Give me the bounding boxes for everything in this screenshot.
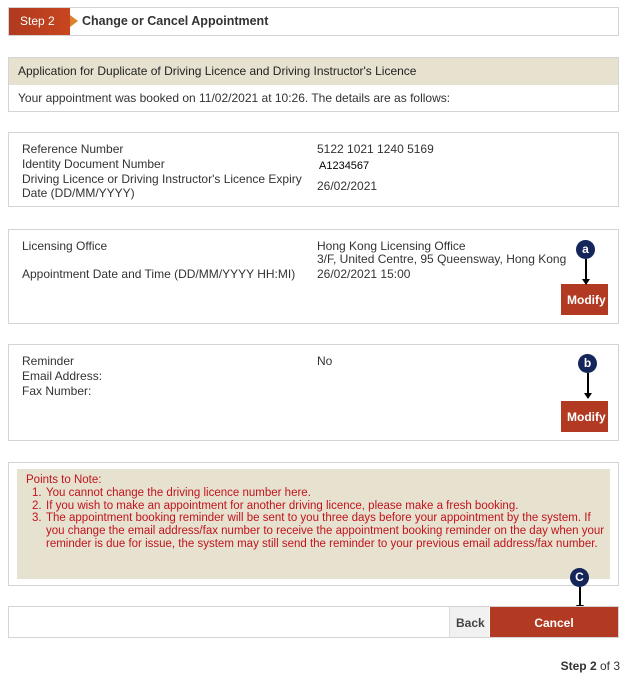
identity-document-label: Identity Document Number — [22, 157, 165, 171]
step-counter-prefix: Step — [560, 659, 587, 673]
callout-line-c — [579, 587, 581, 607]
note-item — [32, 512, 607, 550]
office-details-panel — [8, 229, 619, 324]
identity-document-value: A1234567 — [319, 160, 370, 172]
callout-marker-a: a — [576, 240, 595, 259]
reference-number-label: Reference Number — [22, 142, 124, 156]
points-to-note-box — [17, 469, 610, 579]
note-item — [32, 487, 607, 500]
note-number: 1. — [32, 487, 42, 499]
step-counter-suffix: of 3 — [599, 659, 620, 673]
appointment-datetime-label: Appointment Date and Time (DD/MM/YYYY HH:MI) — [22, 267, 296, 281]
callout-arrowhead-b — [584, 393, 592, 399]
appointment-datetime-value: 26/02/2021 15:00 — [317, 267, 411, 281]
back-button[interactable]: Back — [449, 607, 489, 637]
cancel-appointment-button[interactable]: Cancel Appointment — [490, 607, 618, 637]
expiry-label-line2: Date (DD/MM/YYYY) — [22, 186, 135, 200]
points-to-note-heading: Points to Note: — [26, 474, 102, 486]
callout-line-a — [585, 259, 587, 280]
fax-number-label: Fax Number: — [22, 384, 92, 398]
expiry-date-value: 26/02/2021 — [317, 179, 378, 193]
step-counter-current: 2 — [589, 659, 597, 673]
modify-reminder-button[interactable]: Modify — [561, 401, 608, 432]
note-text: The appointment booking reminder will be sent to you three days before your appointment by the system. If you change the email address/fax number to receive the appointment booking reminder on the day when your reminder is due for issue, the system may still send the reminder to your previous email address/fax number. — [46, 512, 605, 550]
note-text: You cannot change the driving licence number here. — [46, 487, 311, 499]
reminder-details-panel — [8, 344, 619, 441]
callout-arrowhead-a — [582, 279, 590, 285]
expiry-label-line1: Driving Licence or Driving Instructor's Licence Expiry — [22, 172, 302, 186]
reference-details-panel — [8, 132, 619, 207]
note-number: 3. — [32, 512, 42, 525]
licensing-office-label: Licensing Office — [22, 239, 108, 253]
reference-number-value: 5122 1021 1240 5169 — [317, 142, 434, 156]
licensing-office-address: 3/F, United Centre, 95 Queensway, Hong Kong — [317, 252, 567, 266]
points-to-note-list — [32, 487, 607, 551]
step-counter — [561, 659, 620, 673]
note-text: If you wish to make an appointment for another driving licence, please make a fresh booking. — [46, 499, 519, 512]
step-header — [8, 7, 619, 36]
modify-appointment-button[interactable]: Modify — [561, 284, 608, 315]
application-panel — [8, 57, 619, 112]
note-item — [32, 500, 607, 513]
email-address-label: Email Address: — [22, 369, 103, 383]
note-number: 2. — [32, 499, 42, 512]
step-badge: Step 2 — [9, 8, 70, 35]
callout-marker-b: b — [578, 354, 597, 373]
points-to-note-panel — [8, 462, 619, 586]
licensing-office-name: Hong Kong Licensing Office — [317, 239, 466, 253]
booking-info-text: Your appointment was booked on 11/02/2021 at 10:26. The details are as follows: — [18, 91, 451, 105]
callout-marker-c: C — [570, 568, 589, 587]
application-title: Application for Duplicate of Driving Licence and Driving Instructor's Licence — [9, 58, 618, 85]
reminder-value: No — [317, 354, 333, 368]
page-title: Change or Cancel Appointment — [82, 14, 269, 28]
callout-line-b — [587, 373, 589, 394]
step-arrow-icon — [70, 15, 78, 27]
action-bar — [8, 606, 619, 660]
reminder-label: Reminder — [22, 354, 75, 368]
